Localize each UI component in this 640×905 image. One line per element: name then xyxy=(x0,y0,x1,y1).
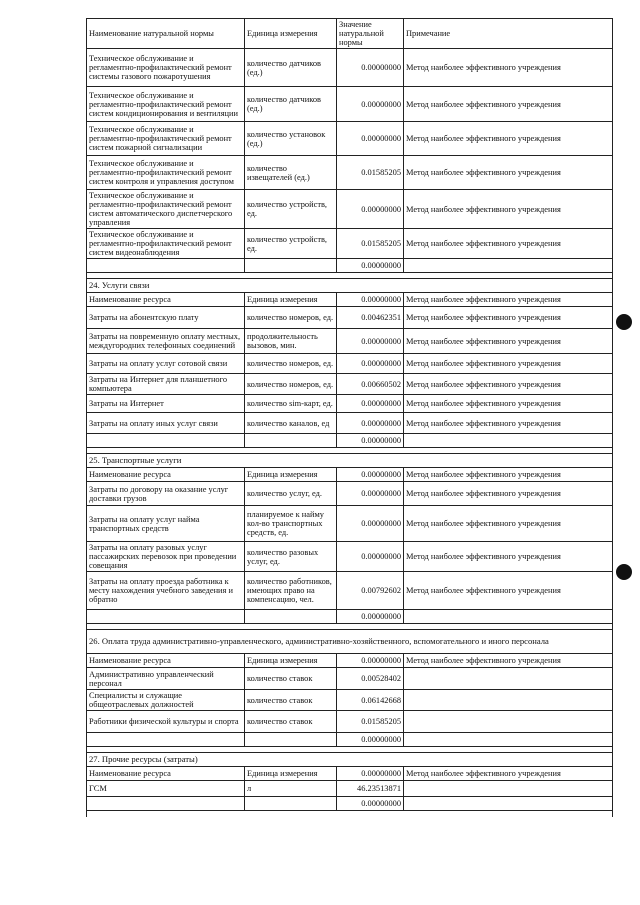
note-cell: Метод наиболее эффективного учреждения xyxy=(404,542,613,572)
value-cell: 46.23513871 xyxy=(337,781,404,797)
note-cell: Метод наиболее эффективного учреждения xyxy=(404,654,613,668)
resource-name-cell: Техническое обслуживание и регламентно-профилактический ремонт систем кондиционирования и вентиляции xyxy=(87,87,245,122)
norm-row xyxy=(87,87,613,122)
resource-name-cell: Затраты на оплату услуг найма транспортных средств xyxy=(87,506,245,542)
norms-table-body xyxy=(87,19,613,817)
value-cell: 0.00000000 xyxy=(337,767,404,781)
resource-name-cell: Затраты на абонентскую плату xyxy=(87,307,245,329)
empty-cell xyxy=(404,797,613,811)
empty-cell xyxy=(245,733,337,747)
value-cell: 0.00000000 xyxy=(337,354,404,374)
norm-row xyxy=(87,122,613,156)
resource-name-cell: Техническое обслуживание и регламентно-профилактический ремонт систем видеонаблюдения xyxy=(87,229,245,259)
unit-cell: количество ставок xyxy=(245,690,337,711)
value-cell: 0.01585205 xyxy=(337,229,404,259)
resource-name-cell: Техническое обслуживание и регламентно-профилактический ремонт систем пожарной сигнализации xyxy=(87,122,245,156)
note-cell: Метод наиболее эффективного учреждения xyxy=(404,572,613,610)
total-row xyxy=(87,259,613,273)
resource-row xyxy=(87,542,613,572)
empty-cell xyxy=(404,259,613,273)
spacer-cell xyxy=(87,811,613,817)
value-cell: 0.00000000 xyxy=(337,87,404,122)
punch-hole-mark xyxy=(616,314,632,330)
value-cell: 0.00000000 xyxy=(337,482,404,506)
unit-cell: количество услуг, ед. xyxy=(245,482,337,506)
note-cell xyxy=(404,690,613,711)
empty-cell xyxy=(245,797,337,811)
section-title-row xyxy=(87,753,613,767)
total-value-cell: 0.00000000 xyxy=(337,434,404,448)
value-cell: 0.00000000 xyxy=(337,49,404,87)
resource-row xyxy=(87,668,613,690)
unit-cell: количество каналов, ед xyxy=(245,413,337,434)
norms-table xyxy=(86,18,613,817)
note-cell: Метод наиболее эффективного учреждения xyxy=(404,307,613,329)
total-row xyxy=(87,610,613,624)
unit-cell: количество номеров, ед. xyxy=(245,354,337,374)
value-cell: 0.00000000 xyxy=(337,395,404,413)
empty-cell xyxy=(404,733,613,747)
unit-cell: количество датчиков (ед.) xyxy=(245,87,337,122)
note-cell: Метод наиболее эффективного учреждения xyxy=(404,156,613,190)
resource-name-cell: Наименование ресурса xyxy=(87,293,245,307)
unit-cell: количество sim-карт, ед. xyxy=(245,395,337,413)
document-page xyxy=(86,18,612,817)
value-cell: 0.06142668 xyxy=(337,690,404,711)
total-row xyxy=(87,797,613,811)
total-row xyxy=(87,733,613,747)
note-cell: Метод наиболее эффективного учреждения xyxy=(404,190,613,229)
section-title-row xyxy=(87,279,613,293)
total-value-cell: 0.00000000 xyxy=(337,797,404,811)
resource-name-cell: Наименование ресурса xyxy=(87,767,245,781)
note-cell: Метод наиболее эффективного учреждения xyxy=(404,49,613,87)
note-cell: Метод наиболее эффективного учреждения xyxy=(404,413,613,434)
empty-cell xyxy=(87,610,245,624)
unit-cell: Единица измерения xyxy=(245,654,337,668)
resource-name-cell: Работники физической культуры и спорта xyxy=(87,711,245,733)
resource-row xyxy=(87,395,613,413)
resource-name-cell: Затраты на оплату иных услуг связи xyxy=(87,413,245,434)
empty-cell xyxy=(245,259,337,273)
resource-name-cell: Техническое обслуживание и регламентно-профилактический ремонт систем контроля и управления доступом xyxy=(87,156,245,190)
resource-row xyxy=(87,374,613,395)
norm-row xyxy=(87,229,613,259)
note-cell: Метод наиболее эффективного учреждения xyxy=(404,395,613,413)
note-cell xyxy=(404,711,613,733)
resource-name-cell: Затраты на оплату услуг сотовой связи xyxy=(87,354,245,374)
unit-cell: Единица измерения xyxy=(245,767,337,781)
unit-cell: количество устройств, ед. xyxy=(245,229,337,259)
unit-cell: количество номеров, ед. xyxy=(245,374,337,395)
resource-name-cell: Наименование ресурса xyxy=(87,468,245,482)
value-cell: 0.00660502 xyxy=(337,374,404,395)
empty-cell xyxy=(87,259,245,273)
spacer-row xyxy=(87,811,613,817)
empty-cell xyxy=(404,434,613,448)
empty-cell xyxy=(87,797,245,811)
value-cell: 0.00792602 xyxy=(337,572,404,610)
note-cell: Метод наиболее эффективного учреждения xyxy=(404,482,613,506)
resource-row xyxy=(87,329,613,354)
empty-cell xyxy=(245,610,337,624)
value-cell: 0.00000000 xyxy=(337,542,404,572)
section-title: 27. Прочие ресурсы (затраты) xyxy=(87,753,613,767)
unit-cell: продолжительность вызовов, мин. xyxy=(245,329,337,354)
total-value-cell: 0.00000000 xyxy=(337,733,404,747)
resource-name-cell: Затраты на Интернет для планшетного компьютера xyxy=(87,374,245,395)
value-cell: 0.00000000 xyxy=(337,506,404,542)
unit-cell: планируемое к найму кол-во транспортных средств, ед. xyxy=(245,506,337,542)
unit-cell: Единица измерения xyxy=(245,293,337,307)
empty-cell xyxy=(404,610,613,624)
resource-header-row xyxy=(87,293,613,307)
value-cell: 0.00000000 xyxy=(337,468,404,482)
total-row xyxy=(87,434,613,448)
empty-cell xyxy=(87,733,245,747)
note-cell: Метод наиболее эффективного учреждения xyxy=(404,468,613,482)
resource-header-row xyxy=(87,654,613,668)
note-cell: Метод наиболее эффективного учреждения xyxy=(404,293,613,307)
resource-row xyxy=(87,690,613,711)
unit-cell: количество извещателей (ед.) xyxy=(245,156,337,190)
table-header-row xyxy=(87,19,613,49)
section-title: 25. Транспортные услуги xyxy=(87,454,613,468)
value-cell: 0.00000000 xyxy=(337,654,404,668)
unit-cell: количество ставок xyxy=(245,668,337,690)
resource-row xyxy=(87,506,613,542)
resource-name-cell: Затраты на оплату разовых услуг пассажирских перевозок при проведении совещания xyxy=(87,542,245,572)
value-cell: 0.00000000 xyxy=(337,413,404,434)
resource-header-row xyxy=(87,767,613,781)
resource-name-cell: Специалисты и служащие общеотраслевых должностей xyxy=(87,690,245,711)
unit-cell: количество работников, имеющих право на компенсацию, чел. xyxy=(245,572,337,610)
resource-row xyxy=(87,572,613,610)
header-unit: Единица измерения xyxy=(245,19,337,49)
resource-header-row xyxy=(87,468,613,482)
norm-row xyxy=(87,49,613,87)
resource-row xyxy=(87,354,613,374)
resource-row xyxy=(87,307,613,329)
note-cell xyxy=(404,668,613,690)
norm-row xyxy=(87,156,613,190)
unit-cell: Единица измерения xyxy=(245,468,337,482)
unit-cell: количество ставок xyxy=(245,711,337,733)
empty-cell xyxy=(245,434,337,448)
value-cell: 0.00528402 xyxy=(337,668,404,690)
punch-hole-mark xyxy=(616,564,632,580)
section-title-row xyxy=(87,630,613,654)
section-title: 24. Услуги связи xyxy=(87,279,613,293)
resource-name-cell: Затраты на оплату проезда работника к месту нахождения учебного заведения и обратно xyxy=(87,572,245,610)
section-title: 26. Оплата труда административно-управленческого, административно-хозяйственного, вспомогательного и иного персонала xyxy=(87,630,613,654)
total-value-cell: 0.00000000 xyxy=(337,610,404,624)
section-title-row xyxy=(87,454,613,468)
value-cell: 0.01585205 xyxy=(337,156,404,190)
empty-cell xyxy=(87,434,245,448)
resource-row xyxy=(87,781,613,797)
header-value: Значение натуральной нормы xyxy=(337,19,404,49)
resource-name-cell: Затраты на повременную оплату местных, междугородних телефонных соединений xyxy=(87,329,245,354)
resource-row xyxy=(87,711,613,733)
resource-name-cell: Затраты по договору на оказание услуг доставки грузов xyxy=(87,482,245,506)
note-cell: Метод наиболее эффективного учреждения xyxy=(404,374,613,395)
note-cell: Метод наиболее эффективного учреждения xyxy=(404,354,613,374)
note-cell: Метод наиболее эффективного учреждения xyxy=(404,767,613,781)
note-cell: Метод наиболее эффективного учреждения xyxy=(404,329,613,354)
resource-row xyxy=(87,413,613,434)
note-cell: Метод наиболее эффективного учреждения xyxy=(404,87,613,122)
value-cell: 0.00000000 xyxy=(337,329,404,354)
unit-cell: количество установок (ед.) xyxy=(245,122,337,156)
note-cell: Метод наиболее эффективного учреждения xyxy=(404,229,613,259)
note-cell: Метод наиболее эффективного учреждения xyxy=(404,122,613,156)
value-cell: 0.00000000 xyxy=(337,122,404,156)
unit-cell: количество номеров, ед. xyxy=(245,307,337,329)
resource-row xyxy=(87,482,613,506)
value-cell: 0.00000000 xyxy=(337,293,404,307)
resource-name-cell: Техническое обслуживание и регламентно-профилактический ремонт систем автоматического диспетчерского управления xyxy=(87,190,245,229)
note-cell xyxy=(404,781,613,797)
value-cell: 0.00000000 xyxy=(337,190,404,229)
total-value-cell: 0.00000000 xyxy=(337,259,404,273)
header-name: Наименование натуральной нормы xyxy=(87,19,245,49)
value-cell: 0.01585205 xyxy=(337,711,404,733)
unit-cell: л xyxy=(245,781,337,797)
unit-cell: количество разовых услуг, ед. xyxy=(245,542,337,572)
resource-name-cell: Техническое обслуживание и регламентно-профилактический ремонт системы газового пожаротушения xyxy=(87,49,245,87)
resource-name-cell: Затраты на Интернет xyxy=(87,395,245,413)
resource-name-cell: Административно управленческий персонал xyxy=(87,668,245,690)
header-note: Примечание xyxy=(404,19,613,49)
unit-cell: количество устройств, ед. xyxy=(245,190,337,229)
unit-cell: количество датчиков (ед.) xyxy=(245,49,337,87)
note-cell: Метод наиболее эффективного учреждения xyxy=(404,506,613,542)
resource-name-cell: Наименование ресурса xyxy=(87,654,245,668)
norm-row xyxy=(87,190,613,229)
value-cell: 0.00462351 xyxy=(337,307,404,329)
resource-name-cell: ГСМ xyxy=(87,781,245,797)
